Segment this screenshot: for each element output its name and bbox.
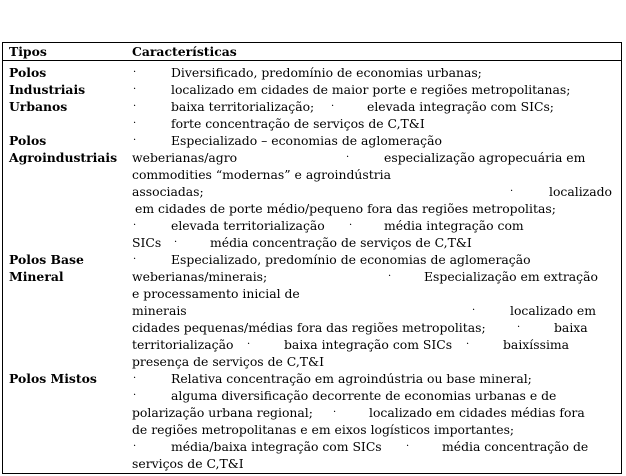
bullet-icon: · bbox=[510, 186, 514, 197]
bullet-icon: · bbox=[247, 339, 251, 350]
tipo-label: Mineral bbox=[9, 269, 64, 284]
characteristic-line: baixa bbox=[554, 320, 588, 335]
bullet-icon: · bbox=[133, 441, 137, 452]
bullet-icon: · bbox=[133, 101, 137, 112]
characteristic-line: média integração com bbox=[384, 218, 524, 233]
bullet-icon: · bbox=[346, 152, 350, 163]
tipo-label: Polos Mistos bbox=[9, 371, 97, 386]
characteristic-line: Especializado – economias de aglomeração bbox=[171, 133, 442, 148]
characteristic-line: forte concentração de serviços de C,T&I bbox=[171, 116, 425, 131]
bullet-icon: · bbox=[133, 118, 137, 129]
tipo-label: Polos bbox=[9, 133, 47, 148]
characteristic-line: localizado em cidades de maior porte e regiões metropolitanas; bbox=[171, 82, 571, 97]
bullet-icon: · bbox=[331, 101, 335, 112]
bullet-icon: · bbox=[133, 67, 137, 78]
characteristic-line: Relativa concentração em agroindústria ou base mineral; bbox=[171, 371, 532, 386]
characteristic-line: de regiões metropolitanas e em eixos logísticos importantes; bbox=[132, 422, 515, 437]
characteristic-line: Especializado, predomínio de economias de aglomeração bbox=[171, 252, 531, 267]
characteristic-line: especialização agropecuária em bbox=[384, 150, 586, 165]
characteristic-line: em cidades de porte médio/pequeno fora das regiões metropolitas; bbox=[135, 201, 556, 216]
characteristic-line: serviços de C,T&I bbox=[132, 456, 244, 471]
characteristic-line: baixa territorialização; bbox=[171, 99, 315, 114]
bullet-icon: · bbox=[133, 390, 137, 401]
bullet-icon: · bbox=[133, 220, 137, 231]
bullet-icon: · bbox=[133, 373, 137, 384]
characteristic-line: e processamento inicial de bbox=[132, 286, 300, 301]
characteristic-line: presença de serviços de C,T&I bbox=[132, 354, 324, 369]
characteristic-line: média concentração de bbox=[442, 439, 589, 454]
characteristic-line: Especialização em extração bbox=[424, 269, 598, 284]
characteristic-line: baixa integração com SICs bbox=[284, 337, 453, 352]
characteristic-line: localizado em cidades médias fora bbox=[369, 405, 585, 420]
bullet-icon: · bbox=[388, 271, 392, 282]
characteristic-line: cidades pequenas/médias fora das regiões metropolitas; bbox=[132, 320, 486, 335]
characteristic-line: associadas; bbox=[132, 184, 204, 199]
characteristic-line: minerais bbox=[132, 303, 187, 318]
characteristic-line: localizado bbox=[549, 184, 612, 199]
characteristic-line: alguma diversificação decorrente de economias urbanas e de bbox=[171, 388, 557, 403]
characteristic-line: média/baixa integração com SICs bbox=[171, 439, 382, 454]
characteristic-line: commodities “modernas” e agroindústria bbox=[132, 167, 391, 182]
header-caracteristicas: Características bbox=[132, 44, 237, 59]
characteristic-line: Diversificado, predomínio de economias urbanas; bbox=[171, 65, 482, 80]
characteristic-line: polarização urbana regional; bbox=[132, 405, 313, 420]
tipo-label: Urbanos bbox=[9, 99, 68, 114]
header-tipos: Tipos bbox=[9, 44, 47, 59]
bullet-icon: · bbox=[133, 84, 137, 95]
characteristic-line: SICs bbox=[132, 235, 162, 250]
bullet-icon: · bbox=[472, 305, 476, 316]
bullet-icon: · bbox=[517, 322, 521, 333]
characteristic-line: weberianas/agro bbox=[132, 150, 238, 165]
bullet-icon: · bbox=[174, 237, 178, 248]
bullet-icon: · bbox=[133, 135, 137, 146]
bullet-icon: · bbox=[466, 339, 470, 350]
bullet-icon: · bbox=[333, 407, 337, 418]
tipo-label: Polos bbox=[9, 65, 47, 80]
bullet-icon: · bbox=[406, 441, 410, 452]
tipo-label: Agroindustriais bbox=[9, 150, 118, 165]
characteristic-line: elevada integração com SICs; bbox=[367, 99, 554, 114]
bullet-icon: · bbox=[349, 220, 353, 231]
characteristic-line: localizado em bbox=[510, 303, 597, 318]
polos-table bbox=[2, 42, 622, 474]
tipo-label: Polos Base bbox=[9, 252, 84, 267]
bullet-icon: · bbox=[133, 254, 137, 265]
characteristic-line: territorialização bbox=[132, 337, 234, 352]
table-header-row bbox=[3, 43, 621, 61]
characteristic-line: elevada territorialização bbox=[171, 218, 325, 233]
characteristic-line: média concentração de serviços de C,T&I bbox=[210, 235, 472, 250]
characteristic-line: weberianas/minerais; bbox=[132, 269, 268, 284]
characteristic-line: baixíssima bbox=[503, 337, 570, 352]
tipo-label: Industriais bbox=[9, 82, 86, 97]
